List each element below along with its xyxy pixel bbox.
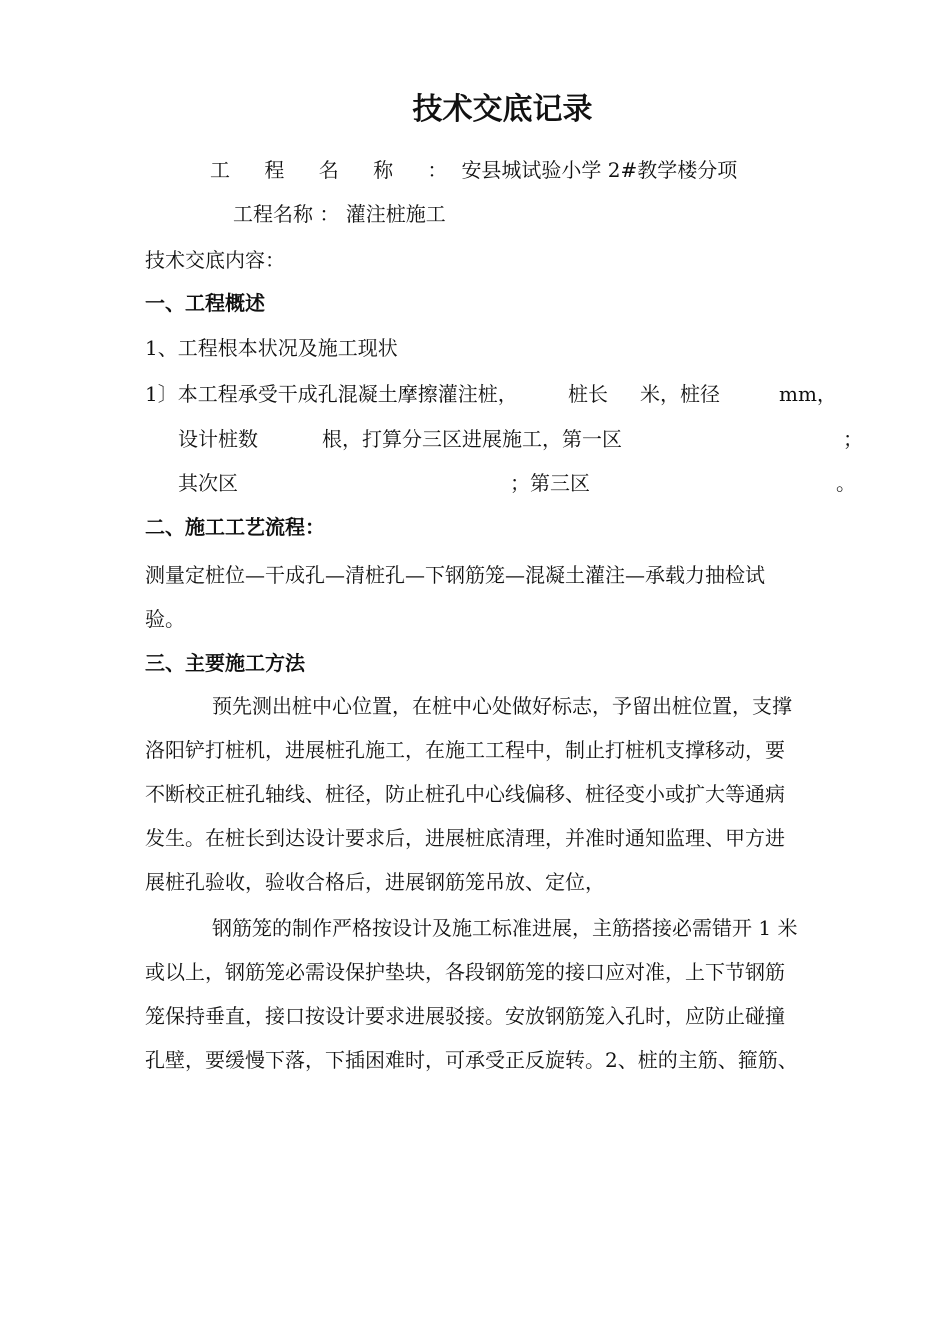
paragraph2-line: 钢筋笼的制作严格按设计及施工标准进展，主筋搭接必需错开 1 米 (212, 916, 798, 940)
mm-unit: mm， (779, 382, 837, 406)
paragraph1-line: 发生。在桩长到达设计要求后，进展桩底清理，并准时通知监理、甲方进 (145, 826, 785, 850)
sub-project-label: 工程名称 ： (233, 202, 340, 226)
process-flow-line2: 验。 (145, 607, 185, 631)
zone3-label: ；第三区 (510, 471, 590, 495)
item1-1-text: 1〕本工程承受干成孔混凝土摩擦灌注桩， (145, 382, 518, 406)
sub-project-row (233, 201, 446, 227)
content-label: 技术交底内容： (145, 248, 285, 272)
pile-diameter-label: 米，桩径 (640, 382, 720, 406)
document-title: 技术交底记录 (412, 92, 593, 127)
project-name-row (210, 157, 737, 183)
project-name-label: 工 程 名 称 ： (210, 158, 462, 182)
process-flow-line1: 测量定桩位—干成孔—清桩孔—下钢筋笼—混凝土灌注—承载力抽检试 (145, 563, 765, 587)
section1-item1: 1、工程根本状况及施工现状 (145, 336, 398, 360)
section2-heading: 二、施工工艺流程： (145, 515, 325, 539)
sub-project-value: 灌注桩施工 (345, 202, 446, 226)
paragraph2-line: 或以上，钢筋笼必需设保护垫块，各段钢筋笼的接口应对准，上下节钢筋 (145, 960, 785, 984)
paragraph1-line: 展桩孔验收，验收合格后，进展钢筋笼吊放、定位， (145, 870, 605, 894)
zone2-label: 其次区 (178, 471, 238, 495)
section3-heading: 三、主要施工方法 (145, 651, 305, 675)
section1-heading: 一、工程概述 (145, 291, 265, 315)
paragraph1-line: 不断校正桩孔轴线、桩径，防止桩孔中心线偏移、桩径变小或扩大等通病 (145, 782, 785, 806)
paragraph2-line: 孔壁，要缓慢下落，下插困难时，可承受正反旋转。2、桩的主筋、箍筋、 (145, 1048, 798, 1072)
paragraph1-line: 预先测出桩中心位置，在桩中心处做好标志，予留出桩位置，支撑 (212, 694, 792, 718)
pile-count-label: 设计桩数 (178, 427, 258, 451)
semicolon-1: ； (843, 427, 863, 451)
section1-item1-1-row (145, 381, 518, 407)
paragraph1-line: 洛阳铲打桩机，进展桩孔施工，在施工工程中，制止打桩机支撑移动，要 (145, 738, 785, 762)
project-name-value: 安县城试验小学 2#教学楼分项 (461, 158, 738, 182)
period-end: 。 (836, 471, 856, 495)
paragraph2-line: 笼保持垂直，接口按设计要求进展驳接。安放钢筋笼入孔时，应防止碰撞 (145, 1004, 785, 1028)
zone1-text: 根，打算分三区进展施工，第一区 (322, 427, 622, 451)
pile-length-label: 桩长 (568, 382, 608, 406)
